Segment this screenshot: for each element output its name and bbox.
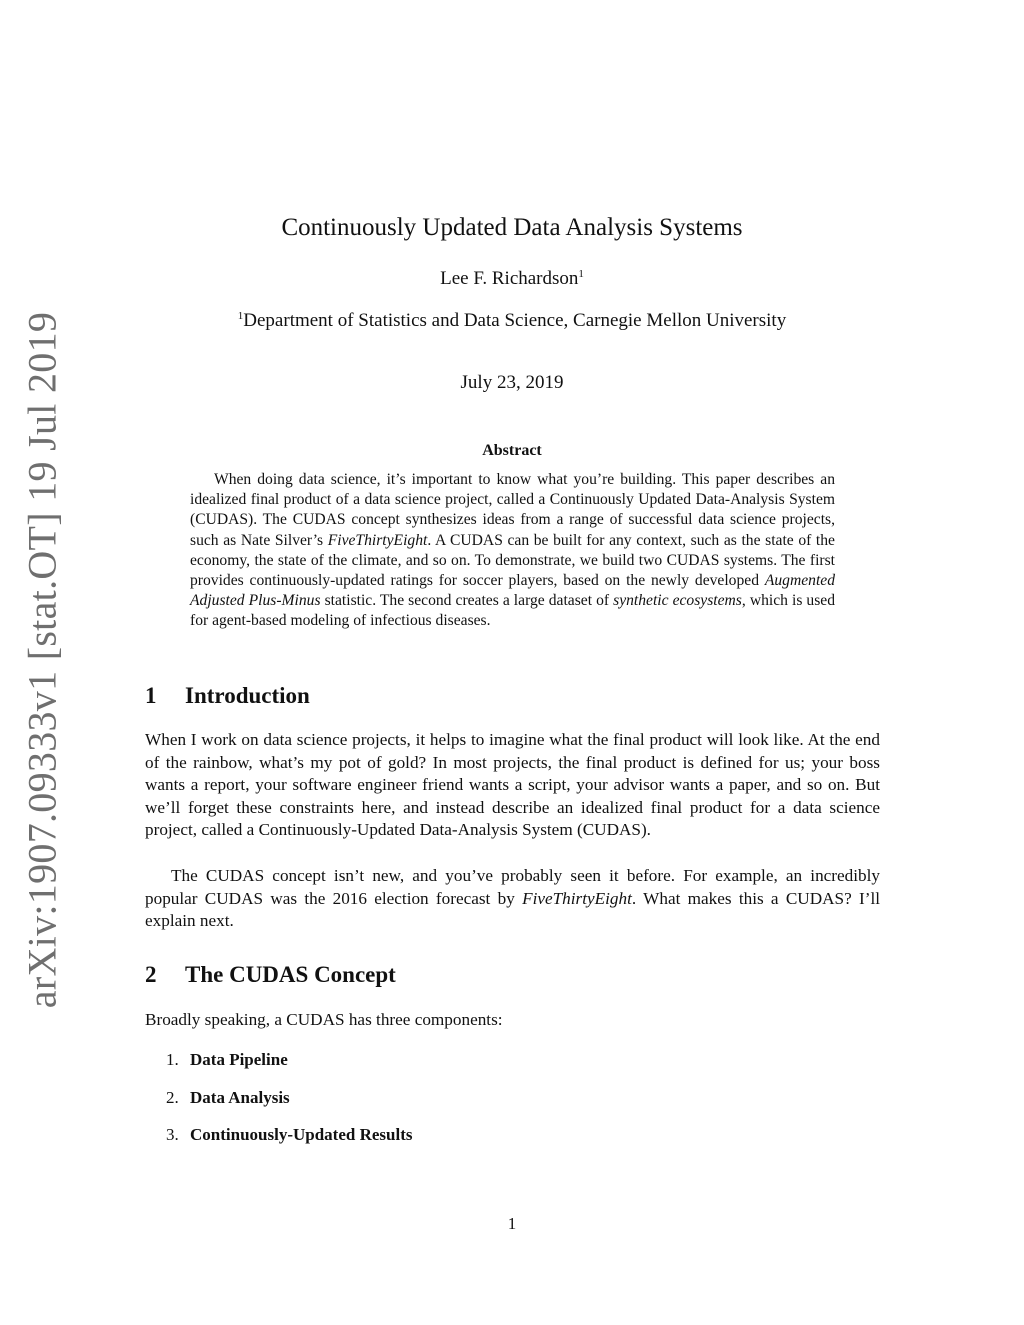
paper-date: July 23, 2019 xyxy=(460,372,564,393)
list-item-label: Data Pipeline xyxy=(190,1050,288,1069)
concept-intro-paragraph: Broadly speaking, a CUDAS has three components: xyxy=(145,1010,503,1029)
list-item xyxy=(166,1125,412,1145)
abstract-emphasis-aapm: Augmented Adjusted Plus-Minus xyxy=(190,572,835,610)
abstract-part-3: statistic. The second creates a large dataset of xyxy=(320,592,614,610)
section-number: 2 xyxy=(145,962,157,987)
list-item-label: Data Analysis xyxy=(190,1088,290,1107)
intro-emphasis-fivethirtyeight: FiveThirtyEight xyxy=(522,888,632,908)
abstract-text xyxy=(190,470,835,632)
list-item-number: 2. xyxy=(166,1088,179,1107)
author-affiliation-mark: 1 xyxy=(578,268,584,280)
section-heading-cudas-concept xyxy=(145,962,396,988)
abstract-part-4: , which is used for agent-based modeling of infectious diseases. xyxy=(190,592,836,630)
affiliation-line xyxy=(0,310,1024,332)
abstract-part-1: When doing data science, it’s important to know what you’re building. This paper describes an idealized final product of a data science project, called a Continuously Updated Data-Analysis System (CUDAS). The CUDAS concept synthesizes ideas from a range of successful data science projects, such as Nate Silver’s xyxy=(190,471,835,549)
section-title: The CUDAS Concept xyxy=(185,962,396,987)
arxiv-side-stamp: arXiv:1907.09333v1 [stat.OT] 19 Jul 2019 xyxy=(19,311,65,1009)
intro-paragraph-2-part-a: The CUDAS concept isn’t new, and you’ve probably seen it before. For example, an incredibly popular CUDAS was the 2016 election forecast by xyxy=(145,866,880,908)
section-number: 1 xyxy=(145,683,157,708)
abstract-part-2: . A CUDAS can be built for any context, such as the state of the economy, the state of the climate, and so on. To demonstrate, we build two CUDAS systems. The first provides continuously-updated ratings for soccer players, based on the newly developed xyxy=(190,531,835,590)
list-item xyxy=(166,1050,288,1070)
paper-title: Continuously Updated Data Analysis Systems xyxy=(281,214,743,241)
author-name: Lee F. Richardson xyxy=(440,268,579,289)
author-line xyxy=(0,268,1024,290)
abstract-emphasis-synthetic-ecosystems: synthetic ecosystems xyxy=(613,592,742,610)
page-number: 1 xyxy=(507,1214,517,1233)
list-item xyxy=(166,1088,290,1108)
abstract-emphasis-fivethirtyeight: FiveThirtyEight xyxy=(327,531,428,549)
section-heading-introduction xyxy=(145,683,310,709)
intro-paragraph-1: When I work on data science projects, it helps to imagine what the final product will look like. At the end of the rainbow, what’s my pot of gold? In most projects, the final product is defined for us; your boss wants a report, your software engineer friend wants a script, your advisor wants a paper, and so on. But we’ll forget these constraints here, and instead describe an idealized final product for a data science project, called a Continuously-Updated Data-Analysis System (CUDAS). xyxy=(145,730,880,840)
affiliation-text: Department of Statistics and Data Science, Carnegie Mellon University xyxy=(243,310,787,331)
affiliation-mark: 1 xyxy=(237,310,244,322)
section-title: Introduction xyxy=(185,683,310,708)
intro-paragraph-2 xyxy=(145,865,880,933)
list-item-number: 1. xyxy=(166,1050,179,1069)
list-item-number: 3. xyxy=(166,1125,179,1144)
list-item-label: Continuously-Updated Results xyxy=(190,1125,413,1144)
intro-paragraph-2-part-b: . What makes this a CUDAS? I’ll explain next. xyxy=(145,888,881,931)
abstract-heading: Abstract xyxy=(482,442,542,459)
